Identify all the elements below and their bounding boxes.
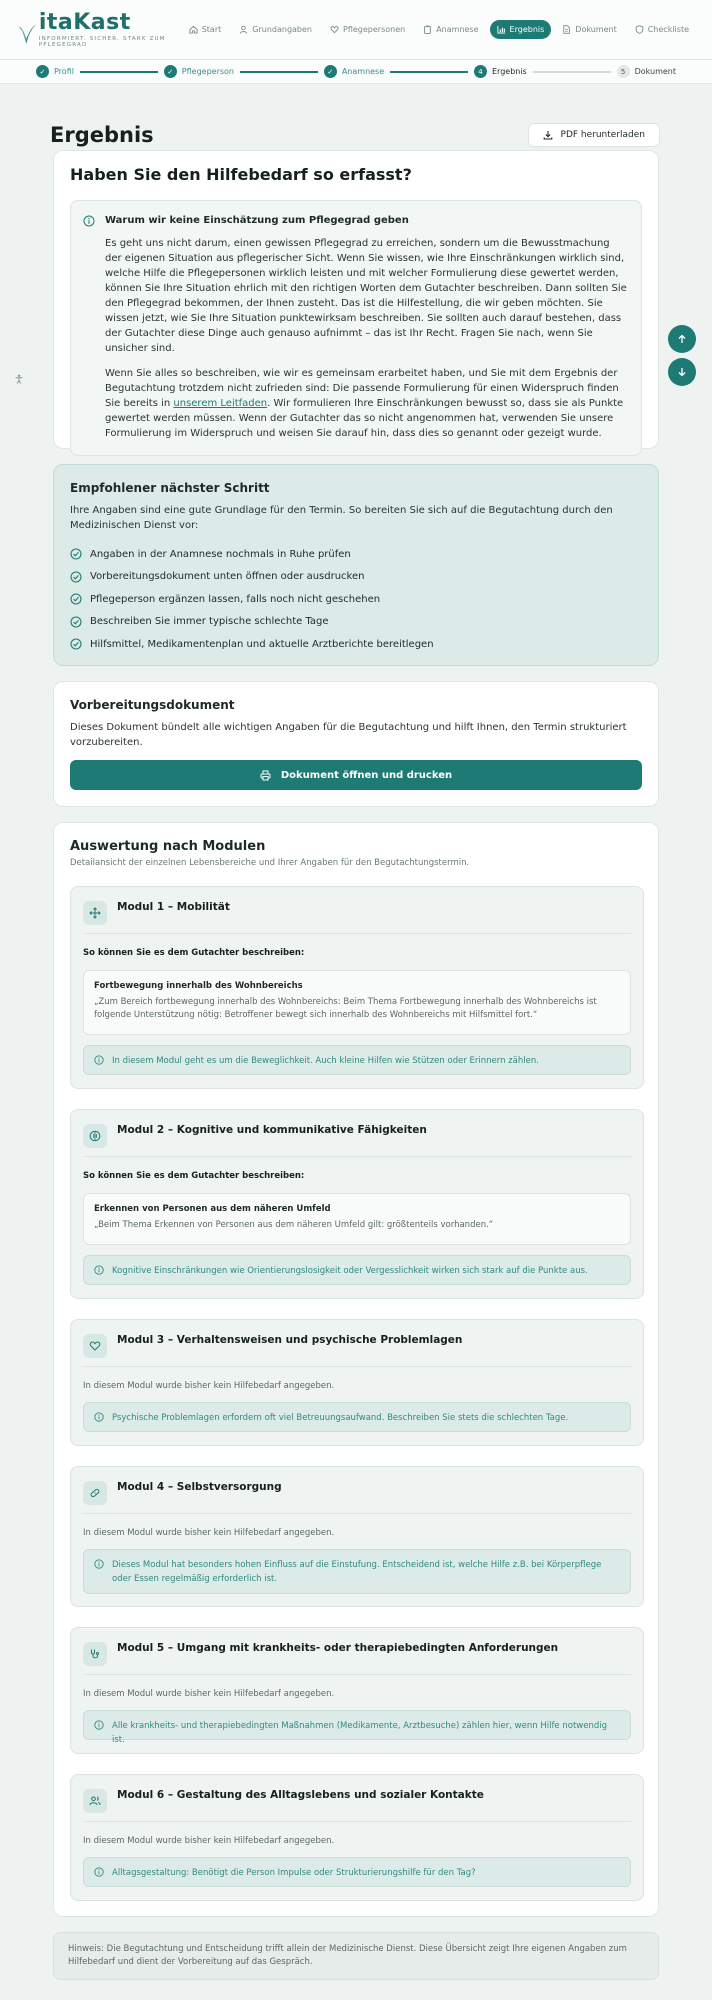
module-quote xyxy=(83,1193,631,1245)
logo[interactable] xyxy=(16,9,182,48)
no-need-text: In diesem Modul wurde bisher kein Hilfebedarf angegeben. xyxy=(83,1381,335,1391)
brain-icon xyxy=(83,1124,107,1148)
open-print-document-button[interactable] xyxy=(70,760,642,790)
module-name: Modul 1 – Mobilität xyxy=(117,901,230,913)
step-connector xyxy=(240,71,318,73)
check-circle-icon xyxy=(70,593,82,605)
list-item xyxy=(70,543,642,566)
step-dokument[interactable] xyxy=(617,65,676,78)
list-item-text: Pflegeperson ergänzen lassen, falls noch nicht geschehen xyxy=(90,593,381,605)
top-header xyxy=(0,0,712,60)
nav-label: Pflegepersonen xyxy=(343,25,406,34)
quote-title: Fortbewegung innerhalb des Wohnbereichs xyxy=(94,981,303,991)
logo-name: itaKast xyxy=(38,9,131,35)
pdf-download-button[interactable] xyxy=(528,123,660,147)
quote-text: „Zum Bereich fortbewegung innerhalb des Wohnbereichs: Beim Thema Fortbewegung innerhalb des Wohnbereichs ist folgende Unterstützung nötig: Betroffener bewegt sich innerhalb des Wohnbereichs mit Hilfsmittel fort.“ xyxy=(94,997,597,1020)
hint-text: Alltagsgestaltung: Benötigt die Person Impulse oder Strukturierungshilfe für den Tag? xyxy=(112,1868,476,1878)
module-5 xyxy=(70,1627,644,1754)
nav-label: Dokument xyxy=(575,25,617,34)
move-arrows-icon xyxy=(83,901,107,925)
clipboard-icon xyxy=(423,25,432,34)
check-circle-icon xyxy=(70,571,82,583)
next-step-title: Empfohlener nächster Schritt xyxy=(70,481,270,495)
info-title: Warum wir keine Einschätzung zum Pflegegrad geben xyxy=(105,215,409,226)
no-need-text: In diesem Modul wurde bisher kein Hilfebedarf angegeben. xyxy=(83,1689,335,1699)
step-label: Anamnese xyxy=(341,67,385,76)
hint-text: In diesem Modul geht es um die Beweglichkeit. Auch kleine Hilfen wie Stützen oder Erinnern zählen. xyxy=(112,1056,539,1066)
module-name: Modul 3 – Verhaltensweisen und psychische Problemlagen xyxy=(117,1334,463,1346)
step-connector xyxy=(533,71,611,73)
info-paragraph xyxy=(105,366,627,441)
module-1 xyxy=(70,886,644,1089)
text-span: Wenn Sie alles so beschreiben, wie wir es gemeinsam erarbeitet haben, und Sie mit dem Ergebnis der Begutachtung trotzdem nicht zufrieden sind: Die passende Formulierung für einen Widerspruch finden Sie bereits in xyxy=(105,368,619,409)
step-anamnese[interactable] xyxy=(324,65,384,78)
step-connector xyxy=(390,71,468,73)
module-hint xyxy=(83,1255,631,1285)
divider xyxy=(83,1674,631,1675)
nav-label: Checkliste xyxy=(647,25,689,34)
quote-text: „Beim Thema Erkennen von Personen aus dem näheren Umfeld gilt: größtenteils vorhanden.“ xyxy=(94,1220,494,1230)
module-3 xyxy=(70,1319,644,1446)
modules-card xyxy=(53,822,659,1917)
list-item-text: Hilfsmittel, Medikamentenplan und aktuelle Arztberichte bereitlegen xyxy=(90,638,434,650)
list-item-text: Vorbereitungsdokument unten öffnen oder ausdrucken xyxy=(90,571,365,583)
divider xyxy=(83,1156,631,1157)
module-hint xyxy=(83,1857,631,1887)
shield-check-icon xyxy=(635,25,644,34)
prep-document-card xyxy=(53,681,659,807)
info-icon xyxy=(94,1055,104,1065)
hint-text: Kognitive Einschränkungen wie Orientierungslosigkeit oder Vergesslichkeit wirken sich stark auf die Punkte aus. xyxy=(112,1266,588,1276)
divider xyxy=(83,933,631,934)
step-profil[interactable] xyxy=(36,65,74,78)
heart-hand-icon xyxy=(330,25,339,34)
check-circle-icon xyxy=(70,616,82,628)
module-quote xyxy=(83,970,631,1035)
heart-icon xyxy=(83,1334,107,1358)
module-6 xyxy=(70,1774,644,1901)
list-item xyxy=(70,633,642,656)
no-need-text: In diesem Modul wurde bisher kein Hilfebedarf angegeben. xyxy=(83,1836,335,1846)
info-icon xyxy=(94,1720,104,1730)
prep-doc-button-label: Dokument öffnen und drucken xyxy=(280,769,453,781)
step-label: Ergebnis xyxy=(491,67,527,76)
list-item-text: Angaben in der Anamnese nochmals in Ruhe prüfen xyxy=(90,548,351,560)
user-icon xyxy=(239,25,248,34)
modules-subtitle: Detailansicht der einzelnen Lebensbereiche und Ihrer Angaben für den Begutachtungstermin. xyxy=(70,858,470,868)
prep-doc-text: Dieses Dokument bündelt alle wichtigen Angaben für die Begutachtung und hilft Ihnen, den Termin strukturiert vorzubereiten. xyxy=(70,722,627,748)
nav-item-pflegepersonen[interactable] xyxy=(323,20,412,39)
next-step-card xyxy=(53,464,659,666)
page-title: Ergebnis xyxy=(50,123,154,147)
hint-text: Psychische Problemlagen erfordern oft viel Betreuungsaufwand. Beschreiben Sie stets die schlechten Tage. xyxy=(112,1413,569,1423)
module-4 xyxy=(70,1466,644,1607)
accessibility-icon[interactable] xyxy=(14,374,24,384)
quote-title: Erkennen von Personen aus dem näheren Umfeld xyxy=(94,1204,331,1214)
need-card-title: Haben Sie den Hilfebedarf so erfasst? xyxy=(70,165,412,184)
need-card xyxy=(53,150,659,449)
hint-text: Dieses Modul hat besonders hohen Einfluss auf die Einstufung. Entscheidend ist, welche Hilfe z.B. bei Körperpflege oder Essen regelmäßig erforderlich ist. xyxy=(112,1560,602,1584)
module-name: Modul 2 – Kognitive und kommunikative Fähigkeiten xyxy=(117,1124,427,1136)
printer-icon xyxy=(260,770,271,781)
bandage-icon xyxy=(83,1481,107,1505)
leitfaden-link[interactable]: unserem Leitfaden xyxy=(173,398,268,409)
step-label: Dokument xyxy=(634,67,676,76)
nav-item-checkliste[interactable] xyxy=(628,20,696,39)
info-icon xyxy=(94,1867,104,1877)
list-item xyxy=(70,588,642,611)
hint-text: Alle krankheits- und therapiebedingten Maßnahmen (Medikamente, Arztbesuche) zählen hier, wenn Hilfe notwendig ist. xyxy=(112,1721,608,1745)
divider xyxy=(83,1821,631,1822)
list-item-text: Beschreiben Sie immer typische schlechte Tage xyxy=(90,616,329,628)
logo-tagline: INFORMIERT. SICHER. STARK ZUM PFLEGEGRAD xyxy=(38,35,166,48)
module-hint xyxy=(83,1549,631,1594)
nav-label: Grundangaben xyxy=(252,25,312,34)
list-item xyxy=(70,611,642,634)
list-item xyxy=(70,566,642,589)
step-number: 4 xyxy=(474,65,487,78)
info-icon xyxy=(94,1265,104,1275)
nav-item-start[interactable] xyxy=(182,20,229,39)
check-icon: ✓ xyxy=(324,65,337,78)
check-circle-icon xyxy=(70,548,82,560)
home-icon xyxy=(189,25,198,34)
progress-stepper xyxy=(0,60,712,84)
check-icon: ✓ xyxy=(36,65,49,78)
nav-item-grundangaben[interactable] xyxy=(232,20,319,39)
pflegegrad-info-box xyxy=(70,200,642,456)
disclaimer-note: Hinweis: Die Begutachtung und Entscheidung trifft allein der Medizinische Dienst. Diese Übersicht zeigt Ihre eigenen Angaben zum Hilfebedarf und dient der Vorbereitung auf das Gespräch. xyxy=(53,1932,659,1980)
module-2 xyxy=(70,1109,644,1299)
no-need-text: In diesem Modul wurde bisher kein Hilfebedarf angegeben. xyxy=(83,1528,335,1538)
step-connector xyxy=(80,71,158,73)
prep-doc-title: Vorbereitungsdokument xyxy=(70,698,235,712)
modules-title: Auswertung nach Modulen xyxy=(70,839,266,854)
arrow-down-icon xyxy=(677,367,687,377)
step-label: Pflegeperson xyxy=(181,67,234,76)
scroll-up-button[interactable] xyxy=(668,325,696,353)
text-span: . Wir formulieren Ihre Einschränkungen bewusst so, dass sie als Punkte gewertet werden müssen. Wenn der Gutachter das so nicht angenommen hat, verwenden Sie unsere Formulierung im Widerspruch und weisen Sie darauf hin, dass dies so genannt oder gezeigt wurde. xyxy=(105,398,624,439)
people-icon xyxy=(83,1789,107,1813)
howto-label: So können Sie es dem Gutachter beschreiben: xyxy=(83,1171,305,1181)
module-hint xyxy=(83,1045,631,1075)
nav-item-ergebnis[interactable] xyxy=(490,20,552,39)
main-nav xyxy=(182,20,696,39)
module-name: Modul 5 – Umgang mit krankheits- oder therapiebedingten Anforderungen xyxy=(117,1642,559,1654)
info-icon xyxy=(94,1559,104,1569)
nav-label: Anamnese xyxy=(436,25,479,34)
divider xyxy=(83,1366,631,1367)
info-paragraph: Es geht uns nicht darum, einen gewissen Pflegegrad zu erreichen, sondern um die Bewusstmachung der eigenen Situation aus pflegerischer Sicht. Wenn Sie wissen, wie Ihre Einschränkungen wirklich sind, welche Hilfe die Pflegepersonen wirklich leisten und mit welcher Formulierung diese gewertet werden, können Sie Ihre Situation ehrlich mit den richtigen Worten dem Gutachter beschreiben. Dann sollten Sie den Pflegegrad bekommen, der Ihnen zusteht. Das ist die Hilfestellung, die wir geben möchten. Sie wissen jetzt, wie Sie Ihre Situation punktewirksam beschreiben. Sie sollten auch darauf bestehen, dass der Gutachter diese Dinge auch genauso aufnimmt – das ist Ihr Recht. Fragen Sie nach, wenn Sie unsicher sind. xyxy=(105,238,627,354)
next-step-intro: Ihre Angaben sind eine gute Grundlage für den Termin. So bereiten Sie sich auf die Begutachtung durch den Medizinischen Dienst vor: xyxy=(70,505,613,531)
info-icon xyxy=(94,1412,104,1422)
stethoscope-icon xyxy=(83,1642,107,1666)
module-name: Modul 4 – Selbstversorgung xyxy=(117,1481,282,1493)
divider xyxy=(83,1513,631,1514)
check-circle-icon xyxy=(70,638,82,650)
download-icon xyxy=(543,130,553,140)
module-hint xyxy=(83,1402,631,1432)
step-number: 5 xyxy=(617,65,630,78)
module-hint xyxy=(83,1710,631,1745)
module-name: Modul 6 – Gestaltung des Alltagslebens und sozialer Kontakte xyxy=(117,1789,484,1801)
logo-v-icon xyxy=(16,20,37,48)
nav-item-anamnese[interactable] xyxy=(416,20,485,39)
info-icon xyxy=(83,215,95,227)
howto-label: So können Sie es dem Gutachter beschreiben: xyxy=(83,948,305,958)
scroll-down-button[interactable] xyxy=(668,358,696,386)
nav-label: Ergebnis xyxy=(509,25,545,34)
nav-item-dokument[interactable] xyxy=(555,20,623,39)
document-icon xyxy=(562,25,571,34)
nav-label: Start xyxy=(201,25,222,34)
step-pflegeperson[interactable] xyxy=(164,65,234,78)
chart-icon xyxy=(497,25,506,34)
arrow-up-icon xyxy=(677,334,687,344)
step-label: Profil xyxy=(54,67,74,76)
step-ergebnis[interactable] xyxy=(474,65,527,78)
next-step-list xyxy=(70,543,642,656)
pdf-button-label: PDF herunterladen xyxy=(560,130,645,140)
check-icon: ✓ xyxy=(164,65,177,78)
